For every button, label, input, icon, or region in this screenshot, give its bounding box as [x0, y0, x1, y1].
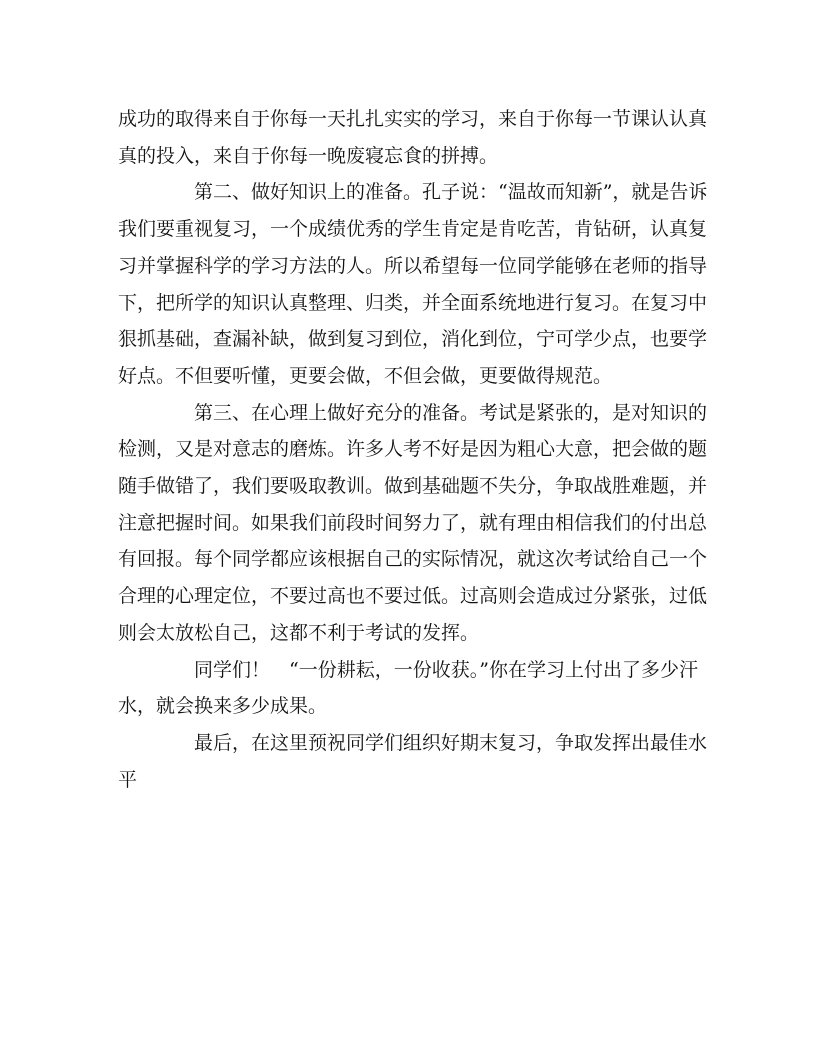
paragraph-psychological-preparation — [118, 395, 708, 652]
text-line: 我们要重视复习，一个成绩优秀的学生肯定是肯吃苦，肯钻研，认真复 — [118, 218, 708, 241]
text-line: 则会太放松自己，这都不利于考试的发挥。 — [118, 621, 480, 644]
text-line: 第三、在心理上做好充分的准备。考试是紧张的，是对知识的 — [194, 401, 708, 424]
text-line: 注意把握时间。如果我们前段时间努力了，就有理由相信我们的付出总 — [118, 511, 708, 534]
text-line: 第二、做好知识上的准备。孔子说：“温故而知新”，就是告诉 — [194, 181, 708, 204]
text-line: 真的投入，来自于你每一晚废寝忘食的拼搏。 — [118, 144, 499, 167]
paragraph-success — [118, 101, 708, 174]
text-line: 有回报。每个同学都应该根据自己的实际情况，就这次考试给自己一个 — [118, 548, 708, 571]
paragraph-closing — [118, 725, 708, 798]
text-line: 习并掌握科学的学习方法的人。所以希望每一位同学能够在老师的指导 — [118, 254, 708, 277]
document-body — [118, 101, 708, 798]
text-line: 平 — [118, 768, 138, 791]
text-line: 好点。不但要听懂，更要会做，不但会做，更要做得规范。 — [118, 364, 613, 387]
text-line: 同学们！ “一份耕耘，一份收获。”你在学习上付出了多少汗 — [194, 658, 698, 681]
text-line: 狠抓基础，查漏补缺，做到复习到位，消化到位，宁可学少点，也要学 — [118, 328, 708, 351]
text-line: 随手做错了，我们要吸取教训。做到基础题不失分，争取战胜难题，并 — [118, 475, 708, 498]
text-line: 下，把所学的知识认真整理、归类，并全面系统地进行复习。在复习中 — [118, 291, 708, 314]
paragraph-knowledge-preparation — [118, 174, 708, 394]
text-line: 成功的取得来自于你每一天扎扎实实的学习，来自于你每一节课认认真 — [118, 108, 708, 130]
text-line: 检测，又是对意志的磨炼。许多人考不好是因为粗心大意，把会做的题 — [118, 438, 708, 461]
text-line: 水，就会换来多少成果。 — [118, 695, 328, 718]
paragraph-classmates — [118, 652, 698, 725]
text-line: 最后，在这里预祝同学们组织好期末复习，争取发挥出最佳水 — [194, 731, 708, 754]
text-line: 合理的心理定位，不要过高也不要过低。过高则会造成过分紧张，过低 — [118, 585, 708, 608]
